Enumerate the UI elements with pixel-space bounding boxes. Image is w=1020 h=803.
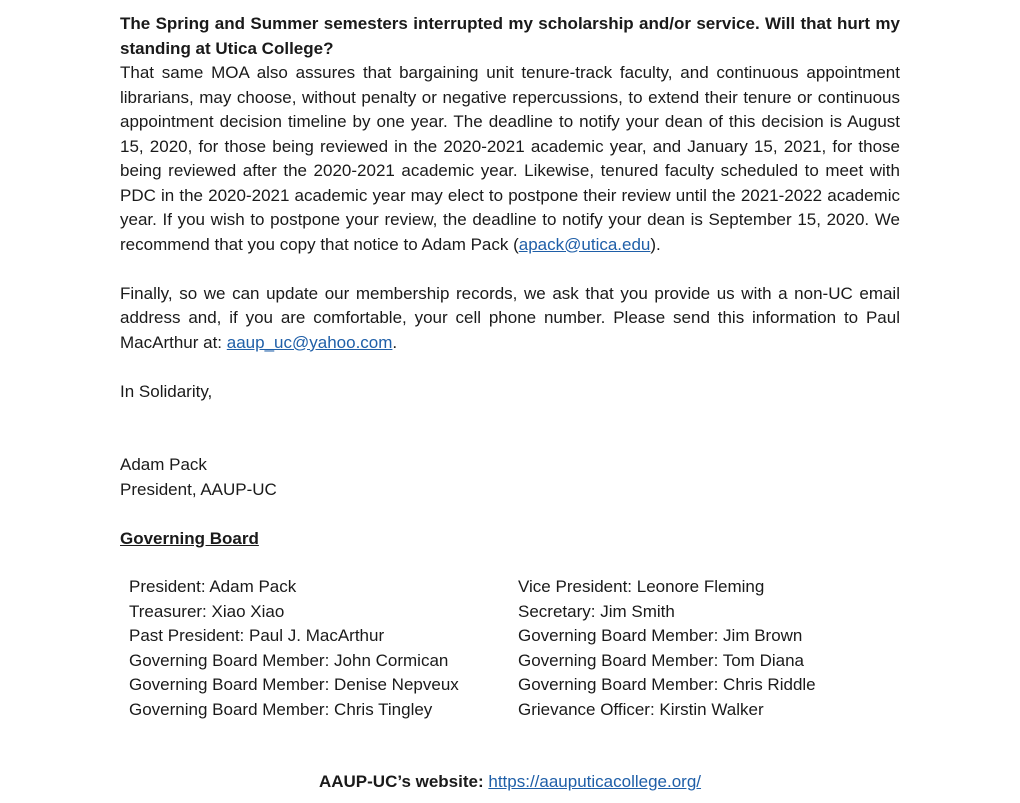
membership-request-end: . bbox=[392, 332, 398, 352]
board-member: Secretary: Jim Smith bbox=[518, 601, 675, 621]
faq-answer-end: ). bbox=[650, 234, 661, 254]
signature-name: Adam Pack bbox=[120, 455, 207, 474]
board-member: Governing Board Member: Jim Brown bbox=[518, 626, 803, 645]
faq-answer-text: That same MOA also assures that bargaining unit tenure-track faculty, and continuous appointment librarians, may choose, without penalty or negative repercussions, to extend their tenure or continuous appointment decision timeline by one year. The deadline to notify your dean of this decision is August 15, 2020, for those being reviewed in the 2020-2021 academic year, and January 15, 2021, for those being reviewed after the 2020-2021 academic year. Likewise, tenured faculty scheduled to meet with PDC in the 2020-2021 academic year may elect to postpone their review until the 2021-2022 academic year. If you wish to postpone your review, the deadline to notify your dean is September 15, 2020. We recommend that you copy that notice to Adam Pack ( bbox=[120, 63, 900, 254]
signature-title: President, AAUP-UC bbox=[120, 479, 277, 499]
aaup-uc-email-link[interactable]: aaup_uc@yahoo.com bbox=[226, 332, 393, 352]
board-member: Governing Board Member: Chris Tingley bbox=[129, 699, 433, 719]
board-member: Vice President: Leonore Fleming bbox=[518, 577, 765, 596]
faq-question: The Spring and Summer semesters interrupted my scholarship and/or service. Will that hurt my standing at Utica College? bbox=[120, 14, 900, 58]
board-member: Governing Board Member: John Cormican bbox=[129, 650, 449, 670]
board-member: Governing Board Member: Denise Nepveux bbox=[129, 675, 459, 694]
governing-board-list bbox=[129, 575, 900, 722]
membership-request-paragraph bbox=[120, 282, 900, 356]
board-member: Governing Board Member: Tom Diana bbox=[518, 650, 804, 670]
faq-answer bbox=[120, 61, 900, 257]
board-member: Grievance Officer: Kirstin Walker bbox=[518, 699, 764, 719]
website-link[interactable]: https://aauputicacollege.org/ bbox=[488, 772, 702, 791]
board-member: Past President: Paul J. MacArthur bbox=[129, 626, 385, 645]
website-label: AAUP-UC’s website: bbox=[318, 772, 484, 791]
board-member: President: Adam Pack bbox=[129, 577, 297, 596]
board-member: Treasurer: Xiao Xiao bbox=[129, 601, 285, 621]
signature-block bbox=[120, 453, 900, 502]
board-member: Governing Board Member: Chris Riddle bbox=[518, 675, 816, 694]
governing-board-heading: Governing Board bbox=[120, 528, 259, 548]
closing-salutation: In Solidarity, bbox=[120, 381, 213, 401]
apack-email-link[interactable]: apack@utica.edu bbox=[518, 234, 651, 254]
letter-page bbox=[120, 12, 900, 722]
website-footer bbox=[0, 770, 1020, 794]
membership-request-text: Finally, so we can update our membership records, we ask that you provide us with a non-UC email address and, if you are comfortable, your cell phone number. Please send this information to Paul MacArthur at: bbox=[120, 283, 900, 352]
